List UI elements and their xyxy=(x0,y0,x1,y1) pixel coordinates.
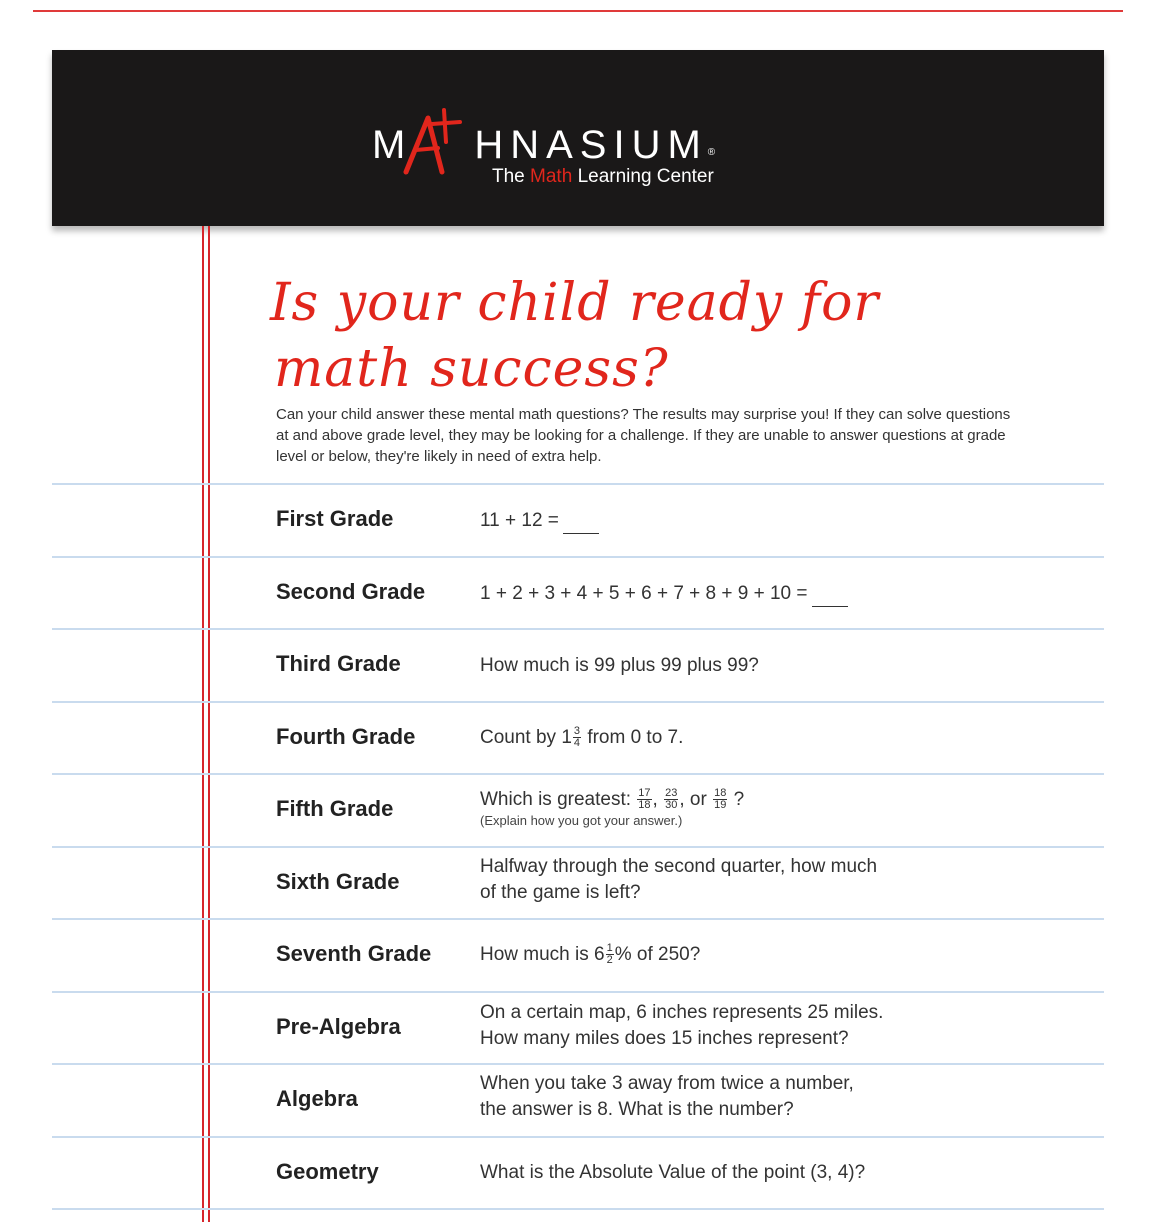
ruled-line xyxy=(52,1208,1104,1210)
grade-label: Algebra xyxy=(276,1086,358,1111)
fraction: $\frac{1}{2}$ xyxy=(606,942,613,967)
intro-paragraph: Can your child answer these mental math questions? The results may surprise you! If they can solve questions at and above grade level, they may be looking for a challenge. If they are unable to answer questions at grade level or below, they're likely in need of extra help. xyxy=(276,406,1011,465)
margin-line-left xyxy=(202,226,204,1222)
header-banner xyxy=(52,50,1104,226)
grade-label: Geometry xyxy=(276,1159,379,1184)
fraction: $\frac{17}{18}$ xyxy=(638,787,651,812)
headline: Is your child ready for math success? xyxy=(270,273,880,399)
grade-label: Fourth Grade xyxy=(276,724,416,749)
mathnasium-logo xyxy=(372,120,792,170)
tagline: The Math Learning Center xyxy=(492,166,714,187)
question-text: How much is 99 plus 99 plus 99? xyxy=(480,655,759,676)
question-text: 1 + 2 + 3 + 4 + 5 + 6 + 7 + 8 + 9 + 10 = xyxy=(480,581,848,607)
fraction: $\frac{3}{4}$ xyxy=(573,725,581,750)
question-note: (Explain how you got your answer.) xyxy=(480,813,683,828)
grade-label: Sixth Grade xyxy=(276,869,400,894)
answer-blank xyxy=(563,515,599,534)
question-text: Which is greatest: $\frac{17}{18}$ , $\frac{23}{30}$ , or $\frac{18}{19}$ ? (Explain how you got your answer.) xyxy=(480,787,745,828)
logo-registered-mark: ® xyxy=(707,147,716,158)
question-text: Halfway through the second quarter, how much of the game is left? xyxy=(480,856,878,903)
grade-label: Fifth Grade xyxy=(276,796,394,821)
ruled-line xyxy=(52,483,1104,485)
flyer-sheet xyxy=(52,50,1104,1222)
fraction: $\frac{23}{30}$ xyxy=(665,787,678,812)
grade-label: Second Grade xyxy=(276,579,426,604)
ruled-line xyxy=(52,918,1104,920)
question-text: When you take 3 away from twice a number, the answer is 8. What is the number? xyxy=(480,1073,854,1120)
grade-label: Third Grade xyxy=(276,651,401,676)
answer-blank xyxy=(812,588,848,607)
top-divider xyxy=(33,10,1123,12)
ruled-line xyxy=(52,991,1104,993)
grade-label: Pre-Algebra xyxy=(276,1014,401,1039)
ruled-line xyxy=(52,701,1104,703)
margin-line-right xyxy=(208,226,210,1222)
question-text: What is the Absolute Value of the point (3, 4)? xyxy=(480,1162,866,1183)
ruled-line xyxy=(52,1136,1104,1138)
logo-a-plus-icon xyxy=(400,106,464,176)
grade-label: First Grade xyxy=(276,506,394,531)
question-text: How much is 6 $\frac{1}{2}$ % of 250? xyxy=(480,942,701,967)
ruled-line xyxy=(52,773,1104,775)
ruled-line xyxy=(52,846,1104,848)
grade-label: Seventh Grade xyxy=(276,941,432,966)
logo-text-left: M xyxy=(372,123,413,167)
fraction: $\frac{18}{19}$ xyxy=(714,787,727,812)
ruled-line xyxy=(52,556,1104,558)
question-text: Count by 1 $\frac{3}{4}$ from 0 to 7. xyxy=(480,725,684,750)
logo-text-right: HNASIUM xyxy=(474,123,708,167)
question-text: On a certain map, 6 inches represents 25 miles. How many miles does 15 inches represent? xyxy=(480,1002,884,1049)
ruled-line xyxy=(52,1063,1104,1065)
ruled-line xyxy=(52,628,1104,630)
question-text: 11 + 12 = xyxy=(480,508,599,534)
